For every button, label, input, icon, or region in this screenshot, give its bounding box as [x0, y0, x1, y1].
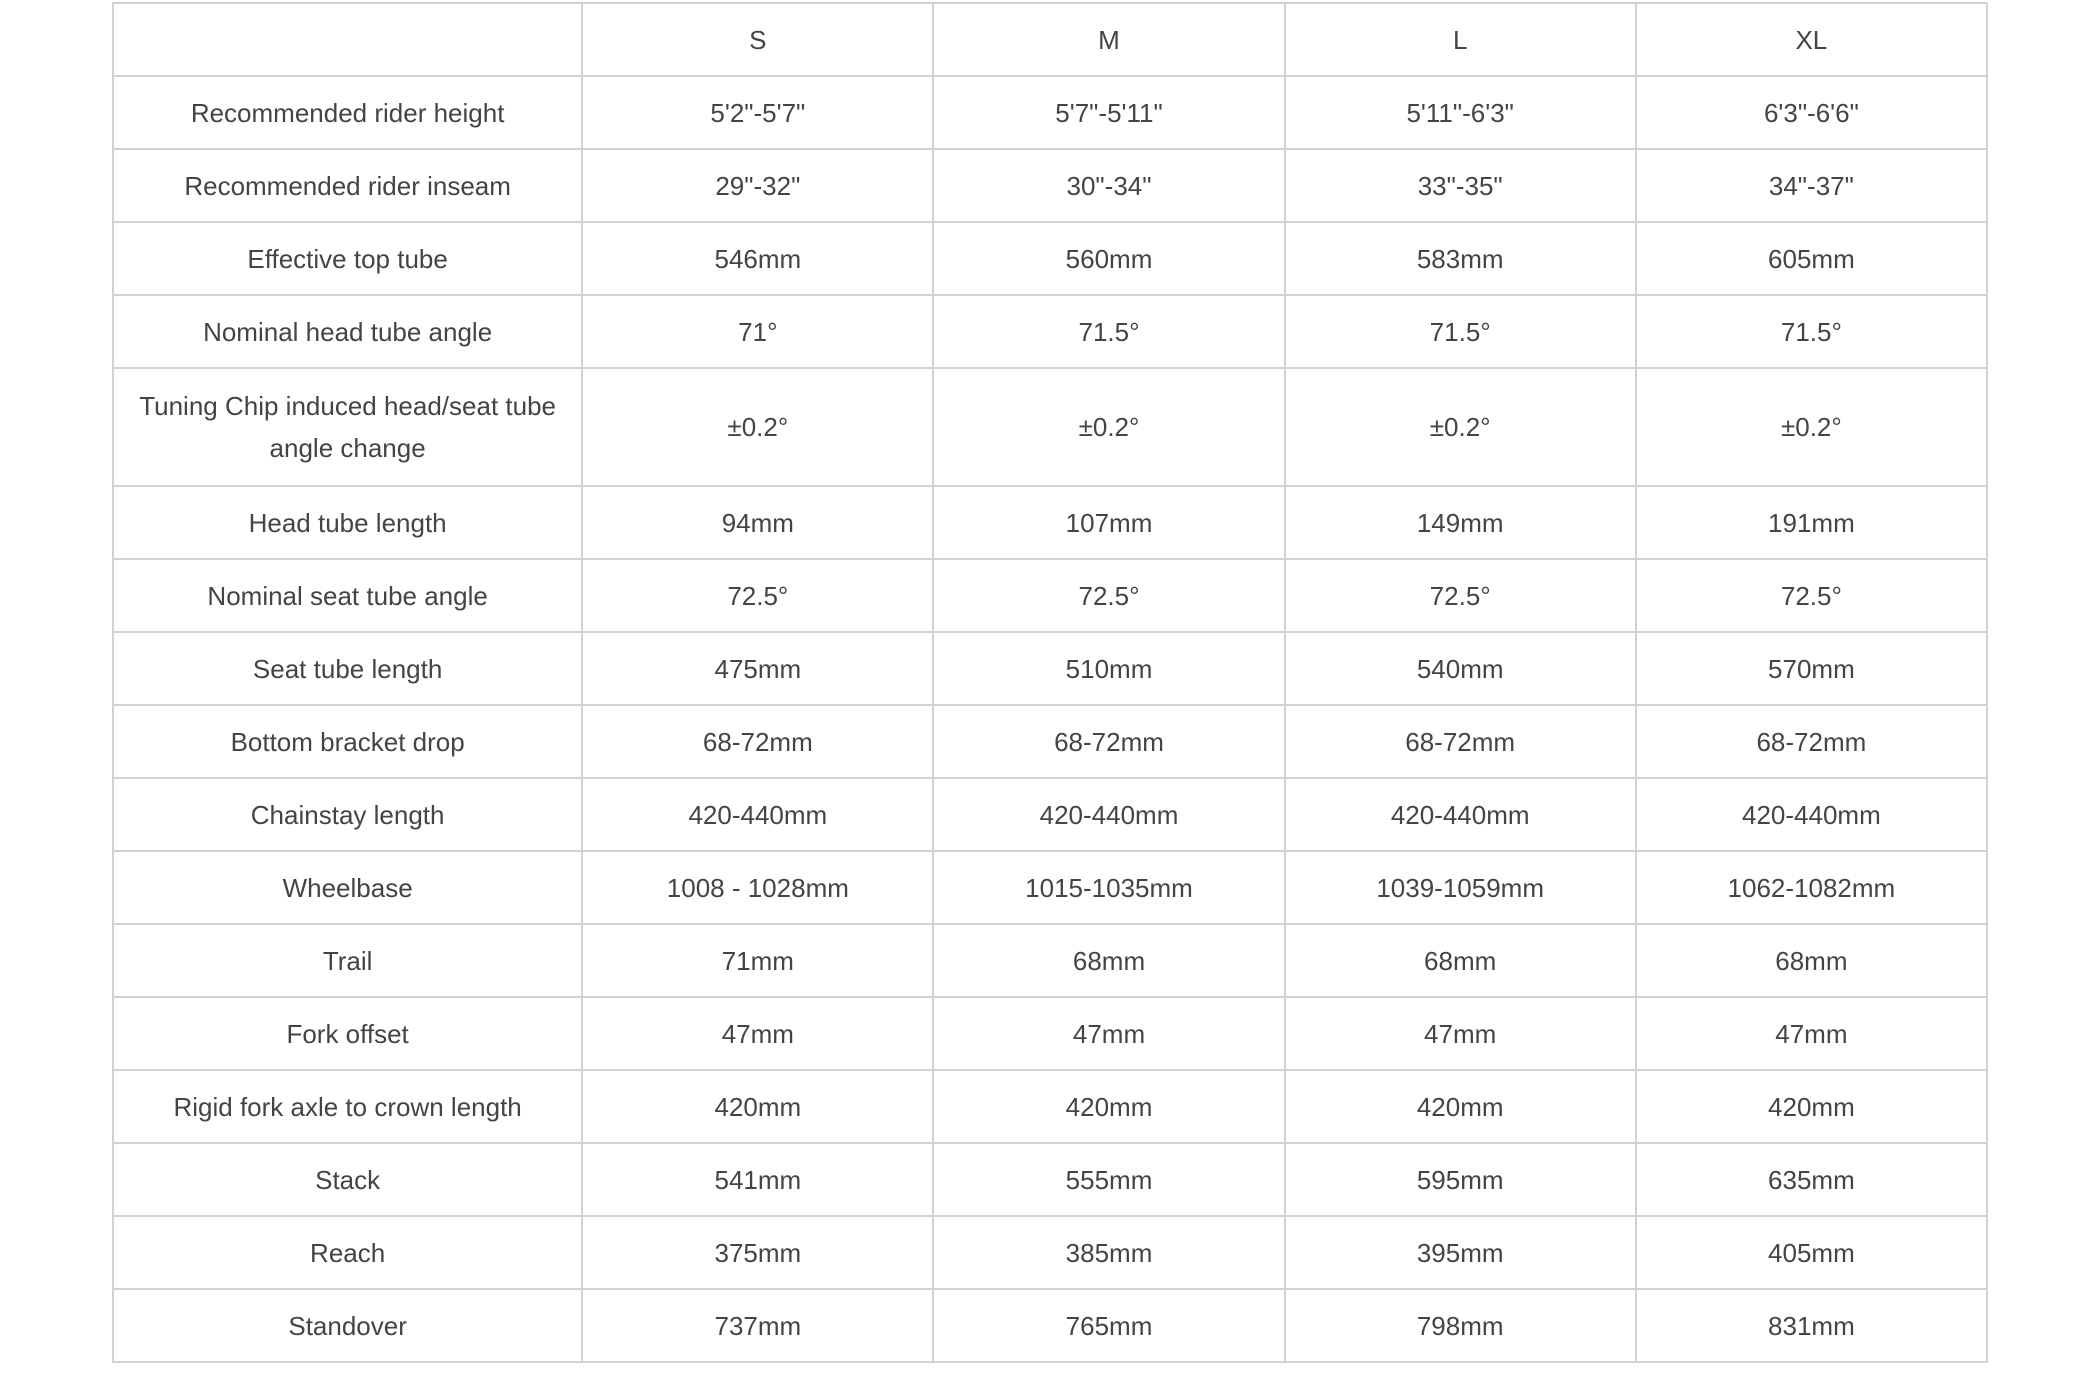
- cell-l: 395mm: [1285, 1216, 1636, 1289]
- cell-s: 68-72mm: [582, 705, 933, 778]
- cell-xl: 72.5°: [1636, 559, 1987, 632]
- header-corner-cell: [113, 3, 582, 76]
- cell-l: 33"-35": [1285, 149, 1636, 222]
- header-size-xl: XL: [1636, 3, 1987, 76]
- cell-xl: 6'3"-6'6": [1636, 76, 1987, 149]
- table-row: [113, 149, 1987, 222]
- row-label: Rigid fork axle to crown length: [113, 1070, 582, 1143]
- row-label: Standover: [113, 1289, 582, 1362]
- cell-xl: ±0.2°: [1636, 368, 1987, 486]
- table-row: [113, 924, 1987, 997]
- table-row: [113, 295, 1987, 368]
- cell-xl: 47mm: [1636, 997, 1987, 1070]
- cell-s: 29"-32": [582, 149, 933, 222]
- cell-s: 1008 - 1028mm: [582, 851, 933, 924]
- row-label: Bottom bracket drop: [113, 705, 582, 778]
- cell-s: 475mm: [582, 632, 933, 705]
- cell-l: 149mm: [1285, 486, 1636, 559]
- cell-l: 420mm: [1285, 1070, 1636, 1143]
- cell-s: 375mm: [582, 1216, 933, 1289]
- row-label: Reach: [113, 1216, 582, 1289]
- cell-s: 546mm: [582, 222, 933, 295]
- cell-s: 420mm: [582, 1070, 933, 1143]
- table-row: [113, 997, 1987, 1070]
- cell-xl: 605mm: [1636, 222, 1987, 295]
- table-row: [113, 778, 1987, 851]
- cell-xl: 68-72mm: [1636, 705, 1987, 778]
- cell-s: 72.5°: [582, 559, 933, 632]
- cell-l: 71.5°: [1285, 295, 1636, 368]
- cell-s: 5'2"-5'7": [582, 76, 933, 149]
- cell-m: 47mm: [933, 997, 1284, 1070]
- row-label: Fork offset: [113, 997, 582, 1070]
- cell-l: 68-72mm: [1285, 705, 1636, 778]
- table-row: [113, 1143, 1987, 1216]
- cell-m: 72.5°: [933, 559, 1284, 632]
- cell-s: 541mm: [582, 1143, 933, 1216]
- cell-m: 420-440mm: [933, 778, 1284, 851]
- cell-xl: 191mm: [1636, 486, 1987, 559]
- row-label: Stack: [113, 1143, 582, 1216]
- cell-l: 420-440mm: [1285, 778, 1636, 851]
- row-label: Wheelbase: [113, 851, 582, 924]
- table-row: [113, 632, 1987, 705]
- cell-m: 1015-1035mm: [933, 851, 1284, 924]
- header-size-l: L: [1285, 3, 1636, 76]
- geometry-table: [112, 2, 1988, 1363]
- cell-m: 68-72mm: [933, 705, 1284, 778]
- header-size-s: S: [582, 3, 933, 76]
- cell-l: 595mm: [1285, 1143, 1636, 1216]
- header-size-m: M: [933, 3, 1284, 76]
- cell-xl: 831mm: [1636, 1289, 1987, 1362]
- cell-l: 5'11"-6'3": [1285, 76, 1636, 149]
- cell-s: 737mm: [582, 1289, 933, 1362]
- cell-l: ±0.2°: [1285, 368, 1636, 486]
- cell-s: 94mm: [582, 486, 933, 559]
- cell-m: 30"-34": [933, 149, 1284, 222]
- cell-xl: 420-440mm: [1636, 778, 1987, 851]
- table-row: [113, 851, 1987, 924]
- cell-l: 540mm: [1285, 632, 1636, 705]
- row-label: Nominal head tube angle: [113, 295, 582, 368]
- table-body: [113, 76, 1987, 1362]
- cell-xl: 420mm: [1636, 1070, 1987, 1143]
- row-label: Recommended rider height: [113, 76, 582, 149]
- cell-m: 385mm: [933, 1216, 1284, 1289]
- cell-s: 71°: [582, 295, 933, 368]
- cell-l: 798mm: [1285, 1289, 1636, 1362]
- cell-m: 560mm: [933, 222, 1284, 295]
- cell-xl: 635mm: [1636, 1143, 1987, 1216]
- cell-m: 555mm: [933, 1143, 1284, 1216]
- row-label: Trail: [113, 924, 582, 997]
- table-row: [113, 76, 1987, 149]
- cell-m: 420mm: [933, 1070, 1284, 1143]
- cell-xl: 34"-37": [1636, 149, 1987, 222]
- row-label: Seat tube length: [113, 632, 582, 705]
- cell-xl: 1062-1082mm: [1636, 851, 1987, 924]
- table-row: [113, 1216, 1987, 1289]
- cell-l: 1039-1059mm: [1285, 851, 1636, 924]
- row-label: Nominal seat tube angle: [113, 559, 582, 632]
- row-label: Chainstay length: [113, 778, 582, 851]
- row-label: Recommended rider inseam: [113, 149, 582, 222]
- cell-xl: 71.5°: [1636, 295, 1987, 368]
- cell-m: 765mm: [933, 1289, 1284, 1362]
- table-row: [113, 368, 1987, 486]
- table-row: [113, 222, 1987, 295]
- row-label: Effective top tube: [113, 222, 582, 295]
- cell-xl: 570mm: [1636, 632, 1987, 705]
- cell-s: 71mm: [582, 924, 933, 997]
- cell-m: ±0.2°: [933, 368, 1284, 486]
- cell-s: 420-440mm: [582, 778, 933, 851]
- cell-l: 47mm: [1285, 997, 1636, 1070]
- table-row: [113, 1289, 1987, 1362]
- row-label: Head tube length: [113, 486, 582, 559]
- row-label: Tuning Chip induced head/seat tube angle change: [113, 368, 582, 486]
- cell-s: 47mm: [582, 997, 933, 1070]
- cell-l: 68mm: [1285, 924, 1636, 997]
- table-row: [113, 705, 1987, 778]
- cell-l: 583mm: [1285, 222, 1636, 295]
- cell-m: 5'7"-5'11": [933, 76, 1284, 149]
- cell-m: 107mm: [933, 486, 1284, 559]
- cell-m: 510mm: [933, 632, 1284, 705]
- table-row: [113, 486, 1987, 559]
- header-row: [113, 3, 1987, 76]
- cell-l: 72.5°: [1285, 559, 1636, 632]
- cell-s: ±0.2°: [582, 368, 933, 486]
- cell-m: 68mm: [933, 924, 1284, 997]
- cell-xl: 68mm: [1636, 924, 1987, 997]
- cell-m: 71.5°: [933, 295, 1284, 368]
- table-row: [113, 1070, 1987, 1143]
- table-row: [113, 559, 1987, 632]
- cell-xl: 405mm: [1636, 1216, 1987, 1289]
